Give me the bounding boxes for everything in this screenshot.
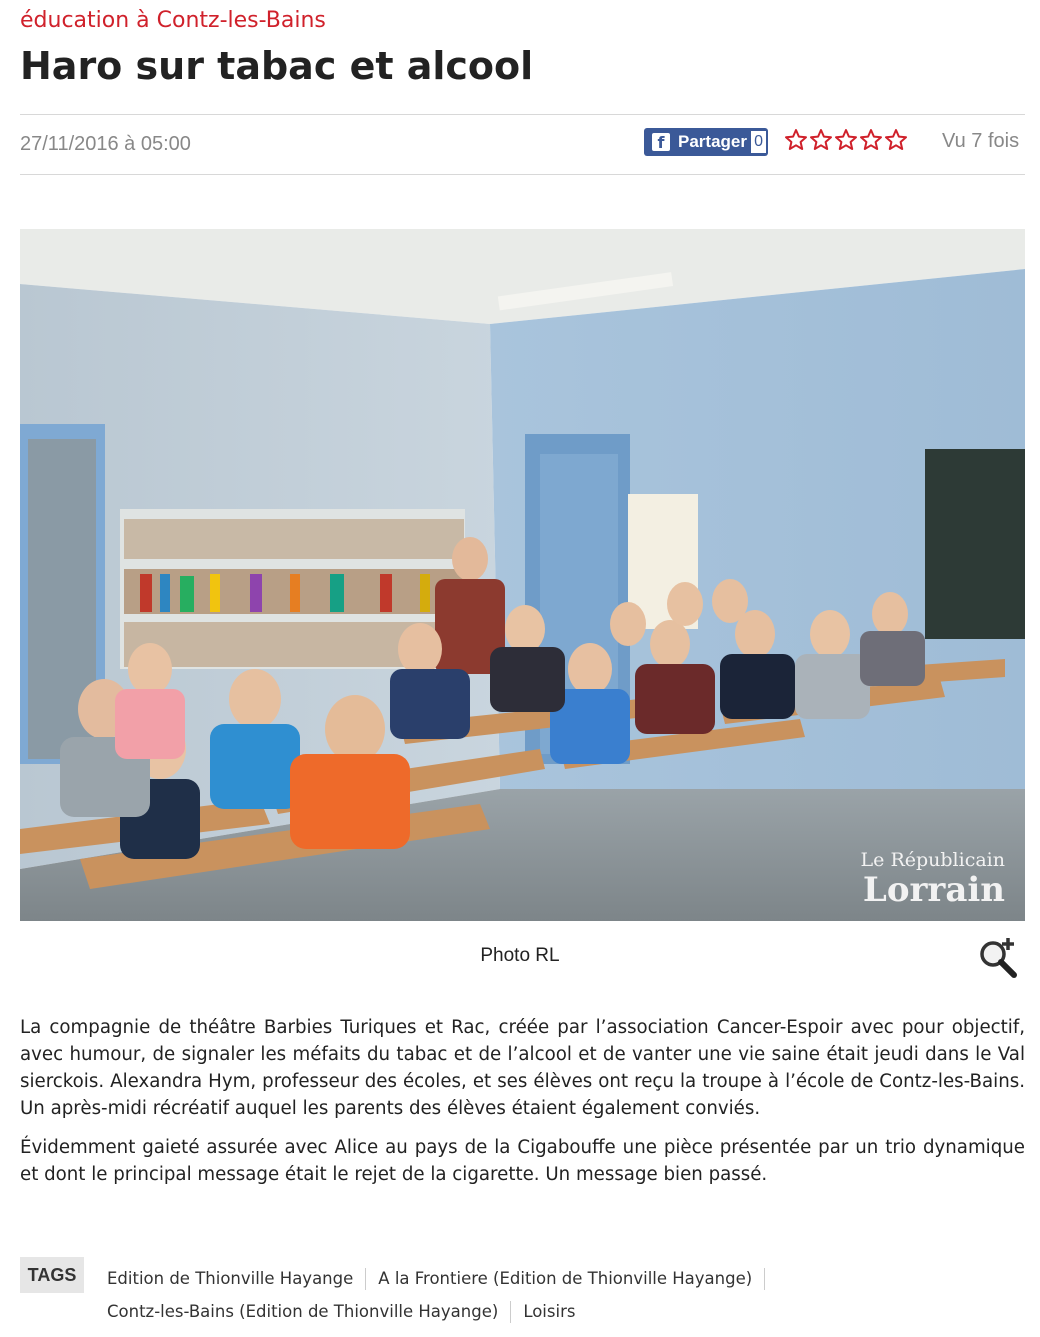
- tag-link[interactable]: Contz-les-Bains (Edition de Thionville Hayange): [107, 1302, 499, 1321]
- paragraph: La compagnie de théâtre Barbies Turiques et Rac, créée par l’association Cancer-Espoir avec pour objectif, avec humour, de signaler les méfaits du tabac et de l’alcool et de vanter une vie saine était jeudi dans le Val sierckois. Alexandra Hym, professeur des écoles, et ses élèves ont reçu la troupe à l’école de Contz-les-Bains. Un après-midi récréatif auquel les parents des élèves étaient également conviés.: [20, 1017, 1025, 1119]
- star-icon[interactable]: [859, 128, 883, 152]
- tags-label: TAGS: [20, 1257, 84, 1293]
- facebook-share-button[interactable]: [644, 128, 768, 156]
- tag-separator: [510, 1301, 511, 1323]
- title-divider: [20, 114, 1025, 115]
- publish-date: 27/11/2016 à 05:00: [20, 133, 191, 155]
- star-icon[interactable]: [834, 128, 858, 152]
- tag-link[interactable]: Loisirs: [523, 1302, 576, 1321]
- watermark-line2: Lorrain: [862, 870, 1005, 910]
- watermark-line1: Le Républicain: [860, 849, 1005, 871]
- rating-stars[interactable]: [784, 128, 908, 152]
- classroom-photo: [20, 229, 1025, 921]
- paragraph: Évidemment gaieté assurée avec Alice au pays de la Cigabouffe une pièce présentée par un trio dynamique et dont le principal message était le rejet de la cigarette. Un message bien passé.: [20, 1137, 1025, 1185]
- tag-link[interactable]: Edition de Thionville Hayange: [107, 1269, 354, 1288]
- photo-caption: Photo RL: [480, 945, 560, 966]
- star-icon[interactable]: [784, 128, 808, 152]
- star-icon[interactable]: [884, 128, 908, 152]
- share-label: Partager: [678, 132, 747, 151]
- tags-list: [107, 1262, 1027, 1328]
- zoom-plus-icon[interactable]: [976, 934, 1020, 978]
- tag-separator: [365, 1268, 366, 1290]
- tag-separator: [764, 1268, 765, 1290]
- star-icon[interactable]: [809, 128, 833, 152]
- share-count: 0: [751, 131, 766, 153]
- meta-divider: [20, 174, 1025, 175]
- article-body: [20, 1014, 1025, 1200]
- article-kicker[interactable]: éducation à Contz-les-Bains: [20, 8, 326, 33]
- facebook-icon: f: [652, 133, 670, 151]
- article-title: Haro sur tabac et alcool: [20, 44, 534, 88]
- tag-link[interactable]: A la Frontiere (Edition de Thionville Hayange): [378, 1269, 753, 1288]
- view-count: Vu 7 fois: [942, 130, 1020, 152]
- article-photo[interactable]: [20, 229, 1025, 921]
